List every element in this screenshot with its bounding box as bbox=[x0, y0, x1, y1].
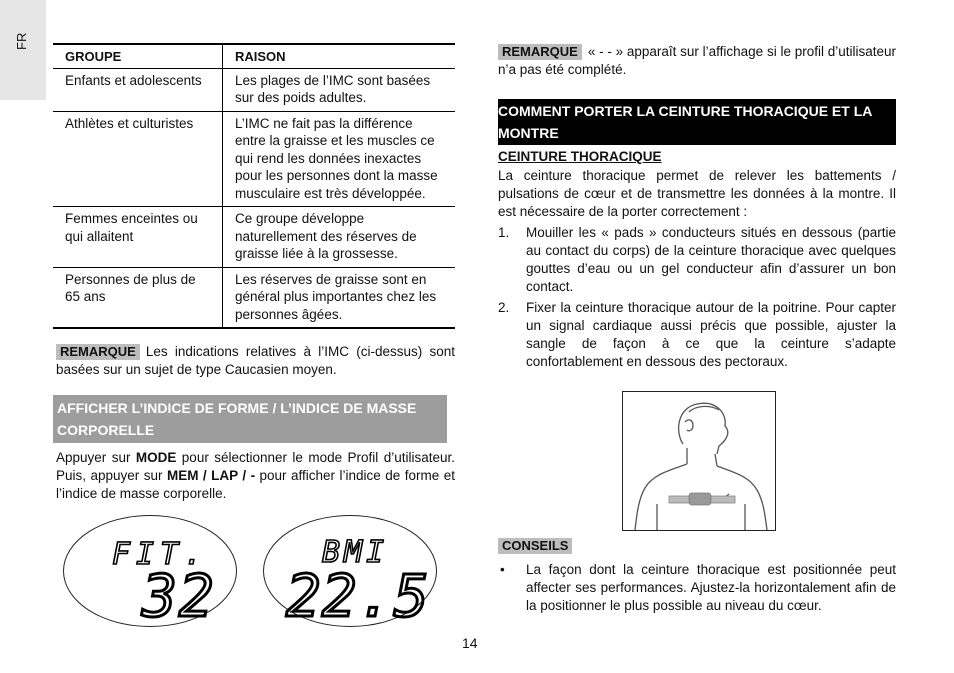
table-cell-group: Athlètes et culturistes bbox=[53, 111, 223, 207]
chest-belt-illustration bbox=[622, 391, 776, 531]
table-cell-reason: Ce groupe développe naturellement des réserves de graisse liée à la grossesse. bbox=[223, 207, 456, 268]
table-row bbox=[53, 207, 455, 268]
instr-text-1: Appuyer sur bbox=[56, 450, 131, 465]
step-text: Mouiller les « pads » conducteurs situés en dessous (partie au contact du corps) de la ceinture thoracique avec quelques gouttes d’eau ou un gel conducteur afin d’assurer un bon contact. bbox=[526, 225, 896, 294]
list-item bbox=[498, 561, 896, 615]
table-cell-reason: Les réserves de graisse sont en général plus importantes chez les personnes âgées. bbox=[223, 267, 456, 328]
step-number: 2. bbox=[498, 300, 510, 315]
lcd-displays bbox=[53, 515, 455, 625]
language-tab-label: FR bbox=[14, 32, 29, 50]
wearing-steps bbox=[498, 224, 896, 371]
instr-text-2: pour sélectionner le mode Profil d’utilisateur. Puis, appuyer sur bbox=[56, 450, 455, 483]
table-cell-group: Personnes de plus de 65 ans bbox=[53, 267, 223, 328]
table-header-reason: RAISON bbox=[223, 44, 456, 68]
language-tab bbox=[0, 0, 46, 100]
table-cell-group: Enfants et adolescents bbox=[53, 68, 223, 111]
instructions-paragraph bbox=[53, 449, 455, 503]
table-cell-reason: L’IMC ne fait pas la différence entre la graisse et les muscles ce qui rend les données inexactes pour les personnes dont la masse musculaire est très développée. bbox=[223, 111, 456, 207]
table-header-row bbox=[53, 44, 455, 68]
table-row bbox=[53, 111, 455, 207]
mem-lap-button-label: MEM / LAP / - bbox=[166, 468, 256, 483]
remark-tag: REMARQUE bbox=[498, 44, 582, 60]
step-text: Fixer la ceinture thoracique autour de la poitrine. Pour capter un signal cardiaque aussi précis que possible, ajuster la sangle de façon à ce que la ceinture s’adapte confortablement en dessous des pectoraux. bbox=[526, 300, 896, 369]
tips-tag: CONSEILS bbox=[498, 538, 572, 554]
remark-note-profile bbox=[498, 43, 896, 79]
list-item bbox=[498, 299, 896, 371]
tips-heading bbox=[498, 537, 896, 555]
bmi-groups-table bbox=[53, 43, 455, 329]
bullet-icon: • bbox=[500, 562, 505, 577]
table-row bbox=[53, 267, 455, 328]
table-row bbox=[53, 68, 455, 111]
right-column bbox=[498, 43, 896, 615]
table-cell-group: Femmes enceintes ou qui allaitent bbox=[53, 207, 223, 268]
table-header-group: GROUPE bbox=[53, 44, 223, 68]
section-title-fitness-bmi: AFFICHER L’INDICE DE FORME / L’INDICE DE MASSE CORPORELLE bbox=[53, 395, 447, 443]
step-number: 1. bbox=[498, 225, 510, 240]
fitness-label: FIT. bbox=[112, 537, 209, 572]
subheading-chest-belt: CEINTURE THORACIQUE bbox=[498, 149, 662, 164]
list-item bbox=[498, 224, 896, 296]
bmi-lcd-graphic bbox=[264, 516, 436, 626]
tips-list bbox=[498, 561, 896, 615]
fitness-lcd-graphic bbox=[64, 516, 236, 626]
fitness-value: 32 bbox=[142, 562, 216, 626]
bmi-label: BMI bbox=[322, 535, 389, 570]
remark-note-bmi bbox=[53, 343, 455, 379]
mode-button-label: MODE bbox=[135, 450, 177, 465]
chest-belt-intro: La ceinture thoracique permet de relever les battements / pulsations de cœur et de transmettre les données à la montre. Il est nécessaire de la porter correctement : bbox=[498, 168, 896, 219]
fitness-index-display bbox=[63, 515, 237, 627]
instr-text-3: pour afficher l’indice de forme et l’indice de masse corporelle. bbox=[56, 468, 455, 501]
torso-drawing bbox=[623, 392, 775, 530]
section-title-text: COMMENT PORTER LA CEINTURE THORACIQUE ET LA MONTRE bbox=[498, 103, 872, 141]
bmi-value: 22.5 bbox=[286, 562, 430, 626]
bmi-display bbox=[263, 515, 437, 627]
tip-text: La façon dont la ceinture thoracique est positionnée peut affecter ses performances. Ajustez-la horizontalement afin de la positionner le plus possible au niveau du cœur. bbox=[526, 562, 896, 613]
left-column bbox=[53, 43, 455, 625]
page-number: 14 bbox=[462, 635, 478, 651]
section-title-wearing bbox=[498, 99, 896, 145]
remark-text: Les indications relatives à l’IMC (ci-dessus) sont basées sur un sujet de type Caucasien moyen. bbox=[56, 344, 455, 377]
table-cell-reason: Les plages de l’IMC sont basées sur des poids adultes. bbox=[223, 68, 456, 111]
remark-tag: REMARQUE bbox=[56, 344, 140, 360]
remark-text: « - - » apparaît sur l’affichage si le profil d’utilisateur n’a pas été complété. bbox=[498, 44, 896, 77]
